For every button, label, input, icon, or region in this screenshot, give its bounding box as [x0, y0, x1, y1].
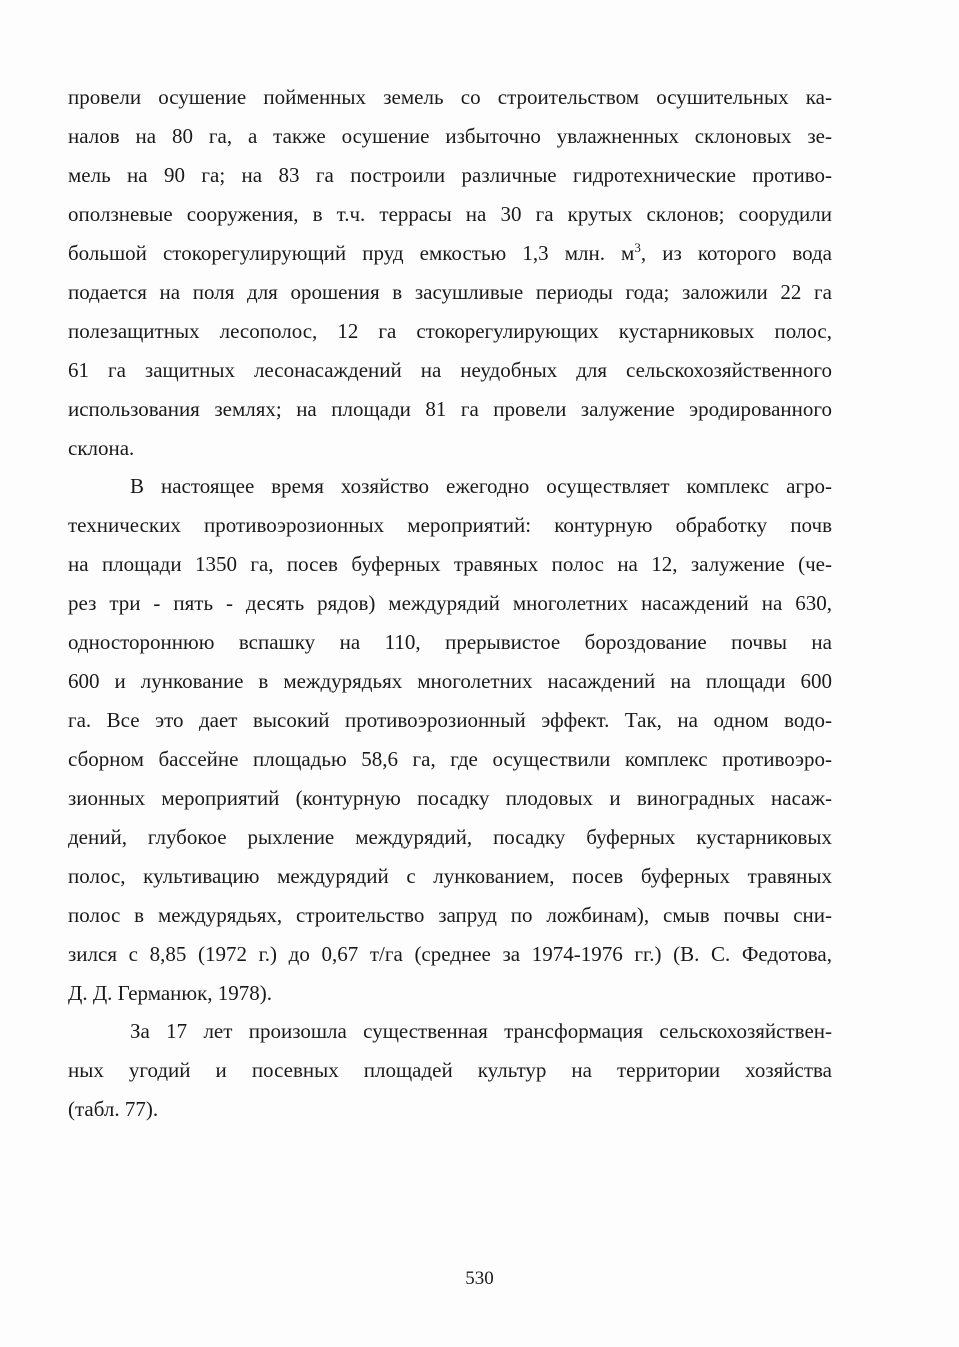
text-line: использования землях; на площади 81 га провели залужение эродированного: [68, 397, 832, 421]
text-line: зионных мероприятий (контурную посадку плодовых и виноградных насаж-: [68, 786, 832, 810]
text-line: полос, культивацию междурядий с лункованием, посев буферных травяных: [68, 864, 832, 888]
text-line: ных угодий и посевных площадей культур на территории хозяйства: [68, 1058, 832, 1082]
text-line: провели осушение пойменных земель со строительством осушительных ка-: [68, 85, 832, 109]
text-line: технических противоэрозионных мероприятий: контурную обработку почв: [68, 513, 832, 537]
text-line: налов на 80 га, а также осушение избыточно увлажненных склоновых зе-: [68, 124, 832, 148]
text-line: За 17 лет произошла существенная трансформация сельскохозяйствен-: [130, 1019, 832, 1043]
text-line: сборном бассейне площадью 58,6 га, где осуществили комплекс противоэро-: [68, 747, 832, 771]
text-line: рез три - пять - десять рядов) междурядий многолетних насаждений на 630,: [68, 591, 832, 615]
paragraph-3: [68, 1012, 832, 1129]
text-line: га. Все это дает высокий противоэрозионный эффект. Так, на одном водо-: [68, 708, 832, 732]
text-line: склона.: [68, 436, 135, 460]
text-line: одностороннюю вспашку на 110, прерывистое бороздование почвы на: [68, 630, 832, 654]
text-line: В настоящее время хозяйство ежегодно осуществляет комплекс агро-: [130, 474, 832, 498]
text-line: зился с 8,85 (1972 г.) до 0,67 т/га (среднее за 1974-1976 гг.) (В. С. Федотова,: [68, 942, 832, 966]
text-line: Д. Д. Германюк, 1978).: [68, 981, 273, 1005]
text-line: 600 и лункование в междурядьях многолетних насаждений на площади 600: [68, 669, 832, 693]
text-line: оползневые сооружения, в т.ч. террасы на 30 га крутых склонов; соорудили: [68, 202, 832, 226]
text-line: (табл. 77).: [68, 1097, 159, 1121]
text-line: полос в междурядьях, строительство запруд по ложбинам), смыв почвы сни-: [68, 903, 832, 927]
page-number: 530: [465, 1268, 494, 1289]
text-line: 61 га защитных лесонасаждений на неудобных для сельскохозяйственного: [68, 358, 832, 382]
text-line: полезащитных лесополос, 12 га стокорегулирующих кустарниковых полос,: [68, 319, 832, 343]
paragraph-1: [68, 78, 832, 468]
text-line-with-superscript: [68, 234, 832, 273]
text-line-tail: , из которого вода: [640, 241, 833, 265]
text-line: дений, глубокое рыхление междурядий, посадку буферных кустарниковых: [68, 825, 832, 849]
paragraph-2: [68, 467, 832, 1013]
text-line-head: большой стокорегулирующий пруд емкостью 1,3 млн. м: [68, 241, 635, 265]
superscript-3: 3: [634, 240, 641, 255]
text-line: мель на 90 га; на 83 га построили различные гидротехнические противо-: [68, 163, 832, 187]
text-line: на площади 1350 га, посев буферных травяных полос на 12, залужение (че-: [68, 552, 832, 576]
text-line: подается на поля для орошения в засушливые периоды года; заложили 22 га: [68, 280, 832, 304]
